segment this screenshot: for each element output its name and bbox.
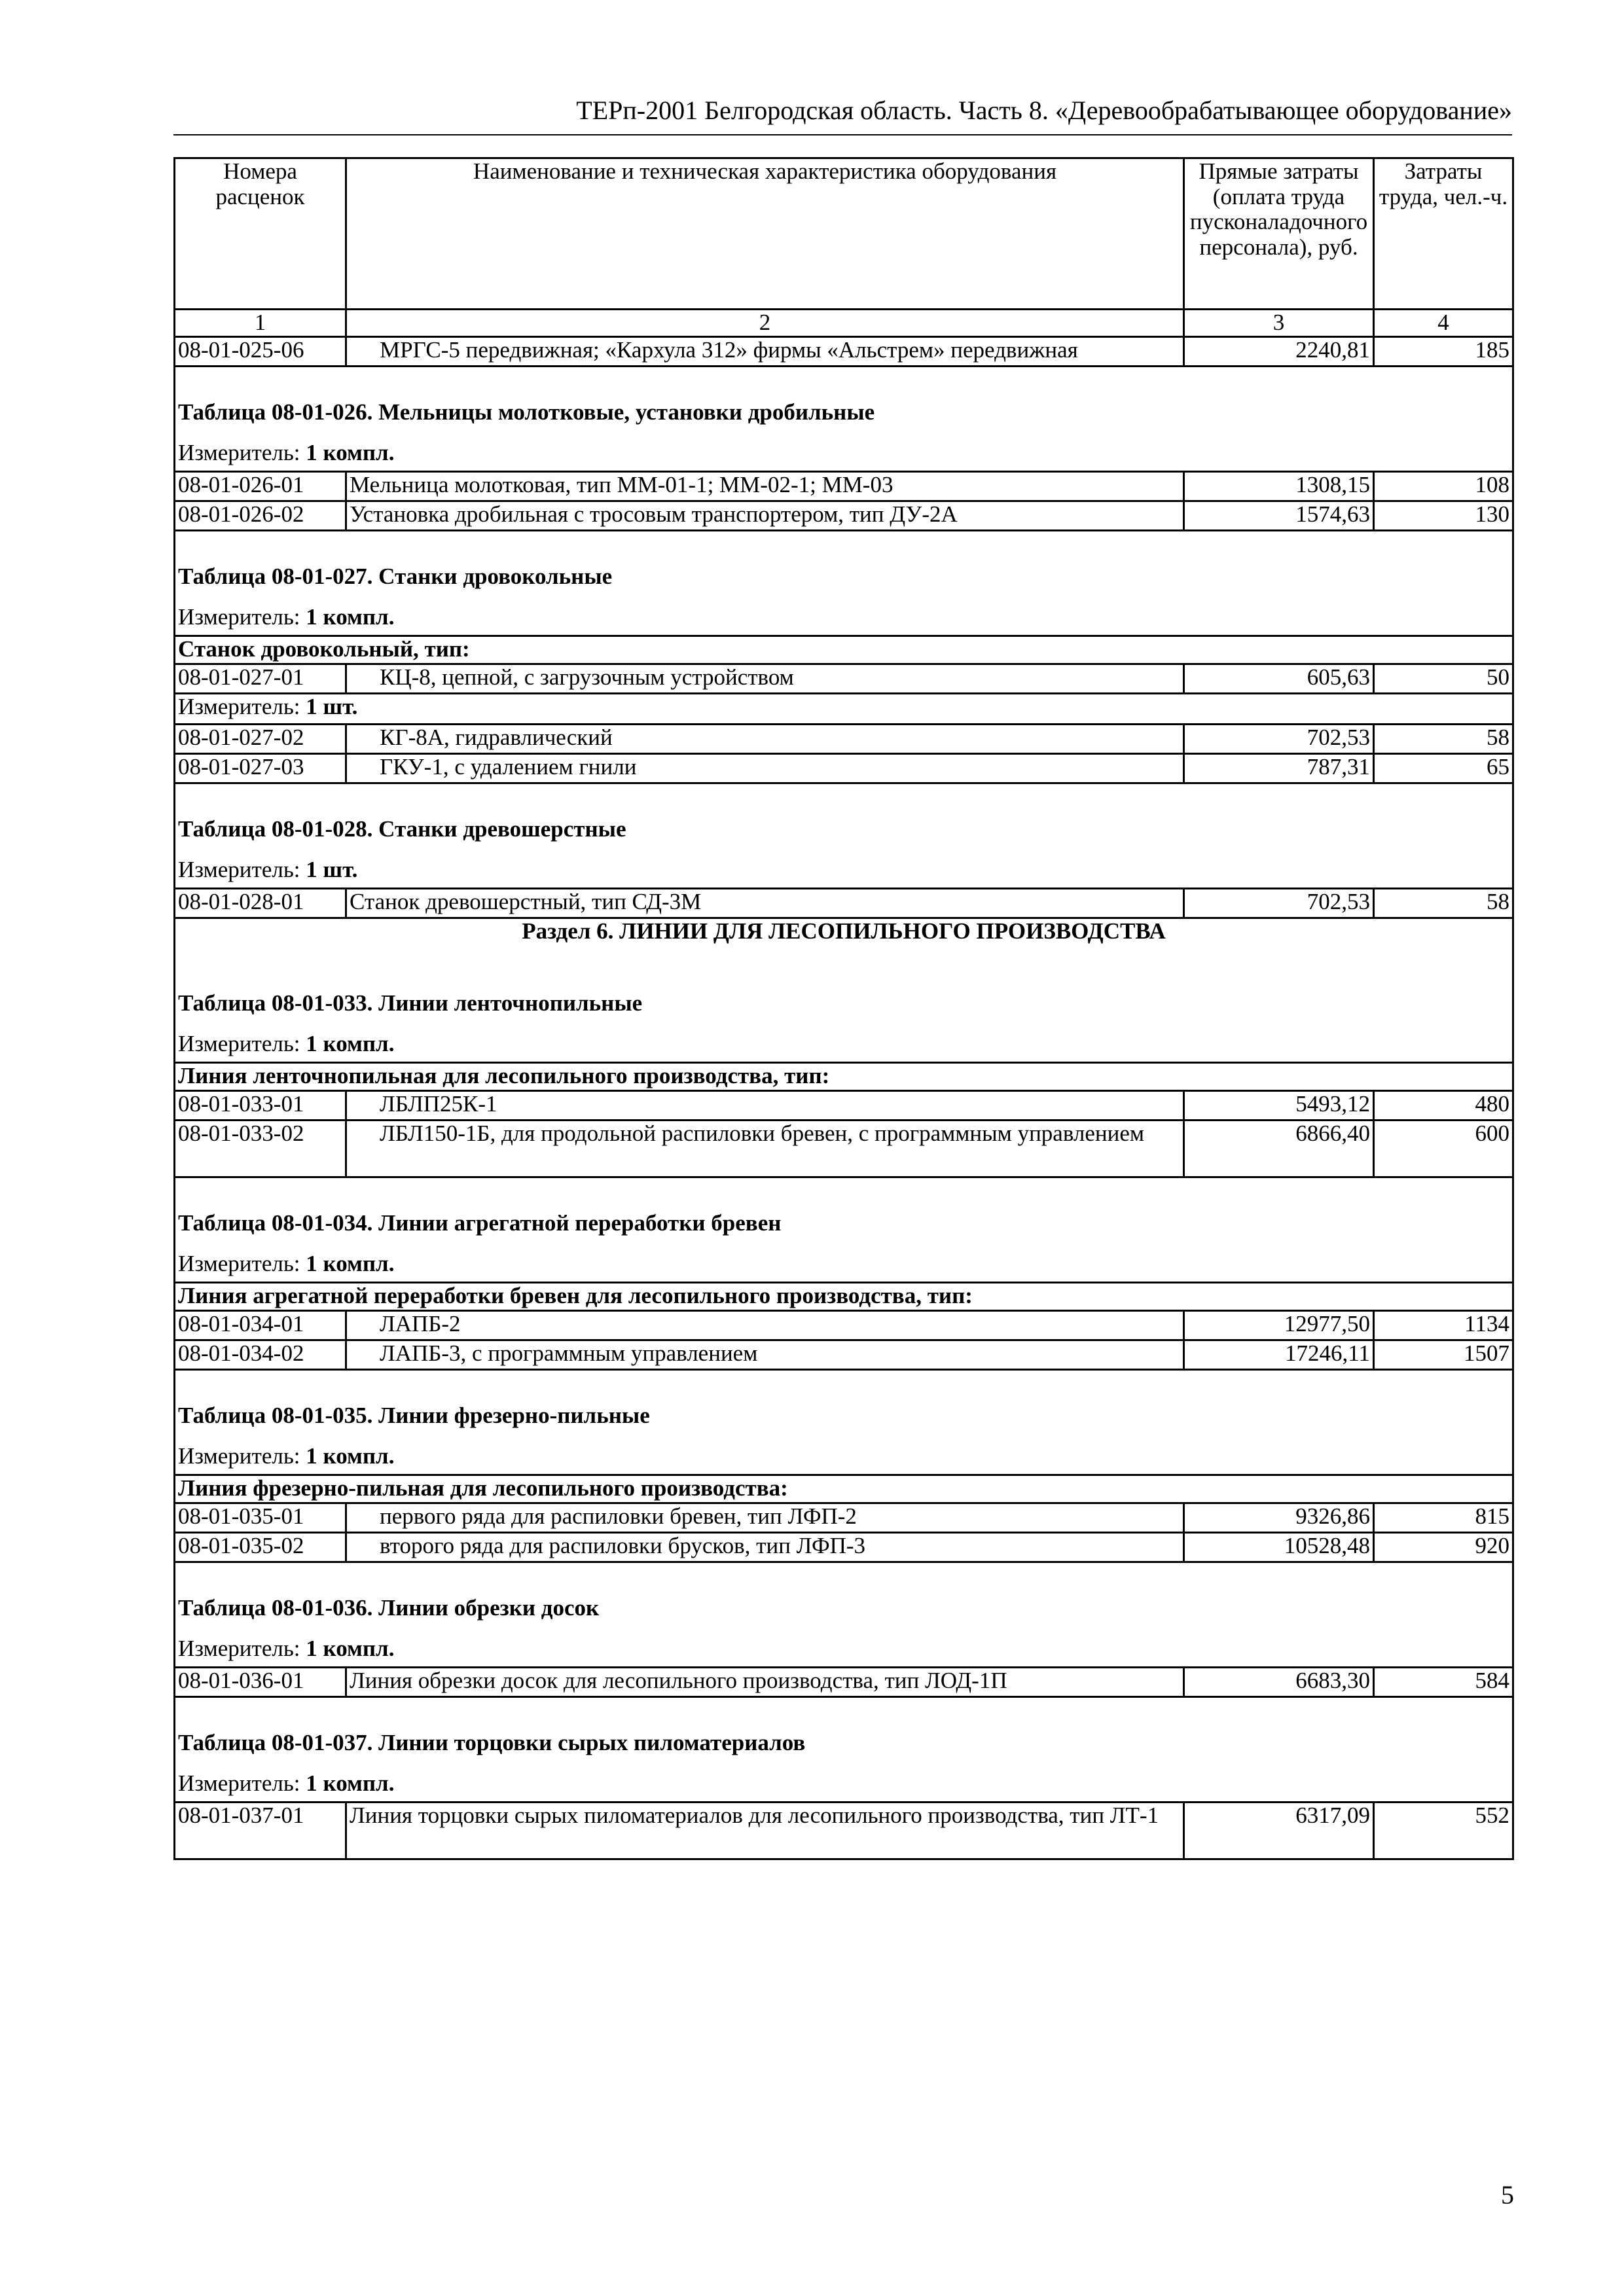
direct-cost: 787,31: [1184, 753, 1374, 783]
measure-label: Измеритель:: [178, 693, 300, 719]
labor-cost: 108: [1374, 471, 1513, 501]
table-row: [175, 1503, 1513, 1532]
direct-cost: 17246,11: [1184, 1340, 1374, 1369]
direct-cost: 12977,50: [1184, 1310, 1374, 1340]
page-header: ТЕРп-2001 Белгородская область. Часть 8. «Деревообрабатывающее оборудование»: [173, 95, 1512, 135]
direct-cost: 10528,48: [1184, 1532, 1374, 1562]
table-title-035: Таблица 08-01-035. Линии фрезерно-пильные: [175, 1403, 1513, 1444]
direct-cost: 605,63: [1184, 664, 1374, 693]
measure-row: [175, 857, 1513, 889]
equipment-name: ГКУ-1, с удалением гнили: [346, 753, 1184, 783]
labor-cost: 584: [1374, 1667, 1513, 1696]
equipment-name: ЛБЛ150-1Б, для продольной распиловки бревен, с программным управлением: [346, 1120, 1184, 1177]
table-title-027: Таблица 08-01-027. Станки дровокольные: [175, 564, 1513, 605]
column-number: 1: [175, 310, 346, 337]
direct-cost: 2240,81: [1184, 336, 1374, 366]
measure-row: [175, 693, 1513, 724]
rate-code: 08-01-028-01: [175, 888, 346, 918]
spacer: [175, 366, 1513, 400]
table-title-033: Таблица 08-01-033. Линии ленточнопильные: [175, 991, 1513, 1031]
measure-label: Измеритель:: [178, 1635, 300, 1661]
measure-value: 1 компл.: [306, 439, 395, 465]
measure-label: Измеритель:: [178, 1250, 300, 1276]
spacer: [175, 783, 1513, 817]
measure-label: Измеритель:: [178, 1030, 300, 1056]
table-row: [175, 724, 1513, 753]
group-heading: Линия агрегатной переработки бревен для лесопильного производства, тип:: [175, 1282, 1513, 1310]
labor-cost: 600: [1374, 1120, 1513, 1177]
measure-row: [175, 1771, 1513, 1803]
direct-cost: 702,53: [1184, 888, 1374, 918]
measure-value: 1 компл.: [306, 603, 395, 630]
table-header-row: [175, 158, 1513, 310]
equipment-name: ЛАПБ-2: [346, 1310, 1184, 1340]
labor-cost: 50: [1374, 664, 1513, 693]
labor-cost: 1507: [1374, 1340, 1513, 1369]
rate-code: 08-01-027-03: [175, 753, 346, 783]
group-heading: Линия ленточнопильная для лесопильного производства, тип:: [175, 1062, 1513, 1090]
rate-code: 08-01-037-01: [175, 1802, 346, 1859]
column-header-codes: Номера расценок: [175, 158, 346, 310]
group-heading: Станок дровокольный, тип:: [175, 636, 1513, 664]
direct-cost: 9326,86: [1184, 1503, 1374, 1532]
table-row: [175, 1802, 1513, 1859]
table-title-034: Таблица 08-01-034. Линии агрегатной переработки бревен: [175, 1211, 1513, 1251]
rate-code: 08-01-026-02: [175, 501, 346, 530]
measure-row: [175, 440, 1513, 472]
table-row: [175, 336, 1513, 366]
table-row: [175, 1120, 1513, 1177]
table-row: [175, 1340, 1513, 1369]
measure-value: 1 компл.: [306, 1250, 395, 1276]
labor-cost: 1134: [1374, 1310, 1513, 1340]
table-row: [175, 1090, 1513, 1120]
equipment-name: Линия обрезки досок для лесопильного производства, тип ЛОД-1П: [346, 1667, 1184, 1696]
measure-row: [175, 605, 1513, 636]
measure-value: 1 шт.: [306, 693, 358, 719]
labor-cost: 58: [1374, 888, 1513, 918]
spacer: [175, 1562, 1513, 1596]
direct-cost: 6866,40: [1184, 1120, 1374, 1177]
table-row: [175, 501, 1513, 530]
column-number-row: [175, 310, 1513, 337]
measure-label: Измеритель:: [178, 1443, 300, 1469]
column-header-direct-cost: Прямые затраты (оплата труда пусконаладочного персонала), руб.: [1184, 158, 1374, 310]
labor-cost: 65: [1374, 753, 1513, 783]
table-title-037: Таблица 08-01-037. Линии торцовки сырых пиломатериалов: [175, 1731, 1513, 1771]
table-row: [175, 1667, 1513, 1696]
labor-cost: 185: [1374, 336, 1513, 366]
labor-cost: 130: [1374, 501, 1513, 530]
column-header-labor: Затраты труда, чел.-ч.: [1374, 158, 1513, 310]
table-title-036: Таблица 08-01-036. Линии обрезки досок: [175, 1596, 1513, 1636]
rate-code: 08-01-025-06: [175, 336, 346, 366]
measure-label: Измеритель:: [178, 856, 300, 882]
direct-cost: 5493,12: [1184, 1090, 1374, 1120]
equipment-name: Линия торцовки сырых пиломатериалов для лесопильного производства, тип ЛТ-1: [346, 1802, 1184, 1859]
labor-cost: 480: [1374, 1090, 1513, 1120]
measure-value: 1 компл.: [306, 1770, 395, 1796]
column-number: 3: [1184, 310, 1374, 337]
equipment-name: первого ряда для распиловки бревен, тип ЛФП-2: [346, 1503, 1184, 1532]
page-number: 5: [1501, 2180, 1514, 2210]
table-title-028: Таблица 08-01-028. Станки древошерстные: [175, 817, 1513, 857]
rate-code: 08-01-027-02: [175, 724, 346, 753]
column-number: 2: [346, 310, 1184, 337]
labor-cost: 920: [1374, 1532, 1513, 1562]
spacer: [175, 1696, 1513, 1731]
equipment-name: второго ряда для распиловки брусков, тип ЛФП-3: [346, 1532, 1184, 1562]
measure-value: 1 шт.: [306, 856, 358, 882]
equipment-name: ЛАПБ-3, с программным управлением: [346, 1340, 1184, 1369]
rate-code: 08-01-034-02: [175, 1340, 346, 1369]
measure-row: [175, 1636, 1513, 1668]
direct-cost: 1574,63: [1184, 501, 1374, 530]
table-title-026: Таблица 08-01-026. Мельницы молотковые, установки дробильные: [175, 400, 1513, 440]
equipment-name: Станок древошерстный, тип СД-3М: [346, 888, 1184, 918]
direct-cost: 6683,30: [1184, 1667, 1374, 1696]
measure-label: Измеритель:: [178, 439, 300, 465]
table-row: [175, 1532, 1513, 1562]
rate-code: 08-01-033-02: [175, 1120, 346, 1177]
direct-cost: 1308,15: [1184, 471, 1374, 501]
section-title: Раздел 6. ЛИНИИ ДЛЯ ЛЕСОПИЛЬНОГО ПРОИЗВОДСТВА: [175, 918, 1513, 991]
group-heading: Линия фрезерно-пильная для лесопильного производства:: [175, 1475, 1513, 1503]
table-row: [175, 471, 1513, 501]
labor-cost: 552: [1374, 1802, 1513, 1859]
rate-code: 08-01-035-02: [175, 1532, 346, 1562]
equipment-name: Мельница молотковая, тип ММ-01-1; ММ-02-1; ММ-03: [346, 471, 1184, 501]
spacer: [175, 1177, 1513, 1211]
labor-cost: 815: [1374, 1503, 1513, 1532]
equipment-name: МРГС-5 передвижная; «Кархула 312» фирмы «Альстрем» передвижная: [346, 336, 1184, 366]
equipment-name: ЛБЛП25К-1: [346, 1090, 1184, 1120]
rates-table: [173, 157, 1514, 1860]
measure-row: [175, 1031, 1513, 1063]
equipment-name: КЦ-8, цепной, с загрузочным устройством: [346, 664, 1184, 693]
measure-row: [175, 1444, 1513, 1475]
table-row: [175, 888, 1513, 918]
rate-code: 08-01-035-01: [175, 1503, 346, 1532]
column-header-name: Наименование и техническая характеристика оборудования: [346, 158, 1184, 310]
direct-cost: 6317,09: [1184, 1802, 1374, 1859]
measure-row: [175, 1251, 1513, 1283]
labor-cost: 58: [1374, 724, 1513, 753]
table-row: [175, 664, 1513, 693]
equipment-name: КГ-8А, гидравлический: [346, 724, 1184, 753]
measure-label: Измеритель:: [178, 603, 300, 630]
measure-value: 1 компл.: [306, 1030, 395, 1056]
measure-value: 1 компл.: [306, 1635, 395, 1661]
table-row: [175, 1310, 1513, 1340]
column-number: 4: [1374, 310, 1513, 337]
rate-code: 08-01-033-01: [175, 1090, 346, 1120]
rate-code: 08-01-027-01: [175, 664, 346, 693]
rate-code: 08-01-036-01: [175, 1667, 346, 1696]
measure-label: Измеритель:: [178, 1770, 300, 1796]
price-table-document: [173, 157, 1514, 1860]
spacer: [175, 1369, 1513, 1403]
rate-code: 08-01-034-01: [175, 1310, 346, 1340]
measure-value: 1 компл.: [306, 1443, 395, 1469]
table-row: [175, 753, 1513, 783]
direct-cost: 702,53: [1184, 724, 1374, 753]
equipment-name: Установка дробильная с тросовым транспортером, тип ДУ-2А: [346, 501, 1184, 530]
rate-code: 08-01-026-01: [175, 471, 346, 501]
spacer: [175, 530, 1513, 564]
